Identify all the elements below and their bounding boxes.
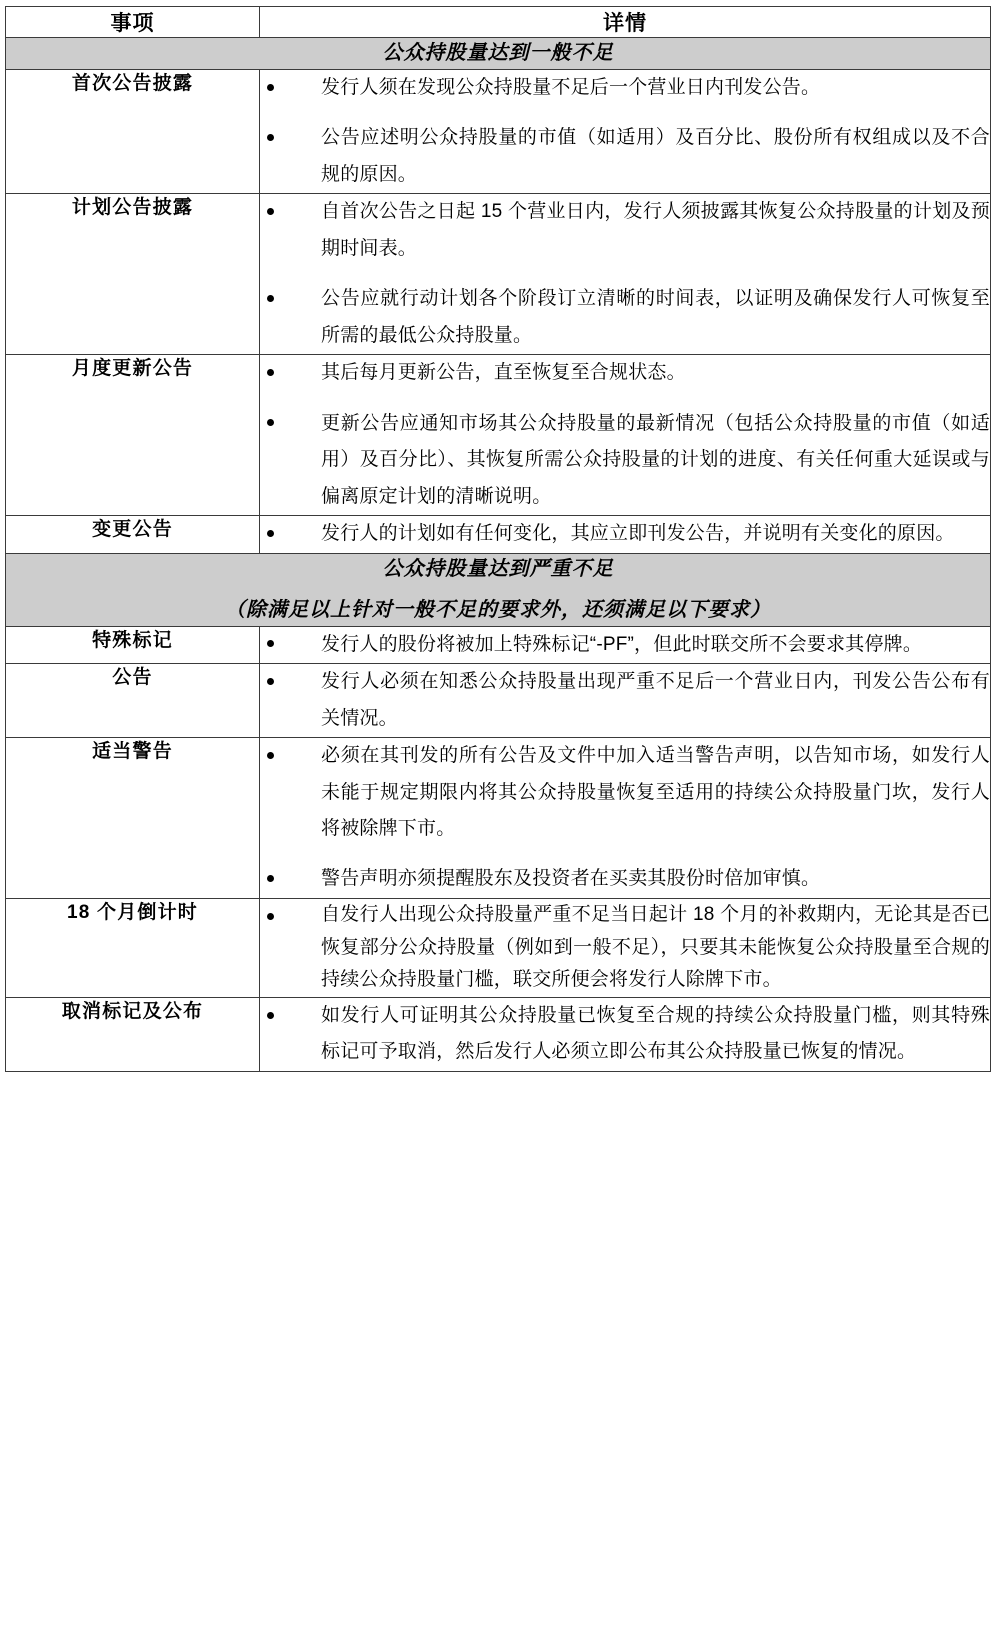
bullet-dot-icon — [267, 208, 274, 215]
detail-bullet-text: 发行人须在发现公众持股量不足后一个营业日内刊发公告。 — [321, 77, 821, 98]
row-detail-cell — [260, 626, 991, 663]
row-detail-cell — [260, 516, 991, 553]
table-row — [6, 738, 991, 899]
bullet-dot-icon — [267, 678, 274, 685]
detail-bullet-item — [260, 738, 990, 847]
detail-bullet-item — [260, 120, 990, 193]
row-item-label: 首次公告披露 — [6, 70, 260, 194]
section-banner-line: 公众持股量达到严重不足 — [382, 557, 614, 580]
detail-bullet-item — [260, 516, 990, 552]
detail-bullet-list — [260, 998, 990, 1071]
table-row — [6, 516, 991, 553]
table-header — [6, 7, 991, 38]
row-detail-cell — [260, 70, 991, 194]
detail-bullet-list — [260, 355, 990, 515]
detail-bullet-text: 公告应就行动计划各个阶段订立清晰的时间表，以证明及确保发行人可恢复至所需的最低公众持股量。 — [321, 288, 990, 346]
detail-bullet-item — [260, 194, 990, 267]
bullet-dot-icon — [267, 530, 274, 537]
section-banner-line: 公众持股量达到一般不足 — [382, 42, 614, 64]
bullet-dot-icon — [267, 369, 274, 376]
table-row — [6, 355, 991, 516]
table-row — [6, 194, 991, 355]
detail-bullet-item — [260, 355, 990, 391]
bullet-dot-icon — [267, 134, 274, 141]
bullet-dot-icon — [267, 1012, 274, 1019]
detail-bullet-item — [260, 70, 990, 106]
detail-bullet-list — [260, 899, 990, 997]
row-detail-cell — [260, 355, 991, 516]
detail-bullet-item — [260, 281, 990, 354]
section-banner — [6, 553, 991, 626]
table-header-row — [6, 7, 991, 38]
row-item-label: 计划公告披露 — [6, 194, 260, 355]
detail-bullet-item — [260, 664, 990, 737]
detail-bullet-text: 公告应述明公众持股量的市值（如适用）及百分比、股份所有权组成以及不合规的原因。 — [321, 127, 990, 185]
detail-bullet-text: 如发行人可证明其公众持股量已恢复至合规的持续公众持股量门槛，则其特殊标记可予取消，然后发行人必须立即公布其公众持股量已恢复的情况。 — [321, 1004, 990, 1063]
detail-bullet-text: 更新公告应通知市场其公众持股量的最新情况（包括公众持股量的市值（如适用）及百分比）、其恢复所需公众持股量的计划的进度、有关任何重大延误或与偏离原定计划的清晰说明。 — [321, 412, 990, 507]
detail-bullet-item — [260, 861, 990, 897]
detail-bullet-text: 自发行人出现公众持股量严重不足当日起计 18 个月的补救期内，无论其是否已恢复部分公众持股量（例如到一般不足），只要其未能恢复公众持股量至合规的持续公众持股量门槛，联交所便会将发行人除牌下市。 — [321, 903, 990, 991]
table-row — [6, 898, 991, 997]
row-item-label: 取消标记及公布 — [6, 997, 260, 1071]
detail-bullet-list — [260, 516, 990, 552]
row-detail-cell — [260, 194, 991, 355]
bullet-dot-icon — [267, 84, 274, 91]
detail-bullet-list — [260, 627, 990, 663]
table-row — [6, 664, 991, 738]
row-item-label: 特殊标记 — [6, 626, 260, 663]
row-detail-cell — [260, 664, 991, 738]
bullet-dot-icon — [267, 640, 274, 647]
detail-bullet-item — [260, 899, 990, 997]
row-item-label: 变更公告 — [6, 516, 260, 553]
bullet-dot-icon — [267, 752, 274, 759]
detail-bullet-list — [260, 664, 990, 737]
section-banner-line: （除满足以上针对一般不足的要求外，还须满足以下要求） — [225, 598, 771, 621]
row-detail-cell — [260, 997, 991, 1071]
table-row — [6, 626, 991, 663]
row-detail-cell — [260, 738, 991, 899]
detail-bullet-text: 发行人必须在知悉公众持股量出现严重不足后一个营业日内，刊发公告公布有关情况。 — [321, 671, 990, 729]
detail-bullet-text: 必须在其刊发的所有公告及文件中加入适当警告声明，以告知市场，如发行人未能于规定期限内将其公众持股量恢复至适用的持续公众持股量门坎，发行人将被除牌下市。 — [321, 745, 990, 839]
table-body — [6, 38, 991, 1072]
detail-bullet-item — [260, 998, 990, 1071]
row-detail-cell — [260, 898, 991, 997]
table-row — [6, 997, 991, 1071]
row-item-label: 月度更新公告 — [6, 355, 260, 516]
row-item-label: 18 个月倒计时 — [6, 898, 260, 997]
row-item-label: 公告 — [6, 664, 260, 738]
detail-bullet-list — [260, 70, 990, 193]
detail-bullet-list — [260, 194, 990, 354]
detail-bullet-list — [260, 738, 990, 898]
detail-bullet-text: 警告声明亦须提醒股东及投资者在买卖其股份时倍加审慎。 — [321, 868, 821, 890]
regulatory-requirements-table — [5, 6, 991, 1072]
section-banner-row — [6, 38, 991, 70]
bullet-dot-icon — [267, 419, 274, 426]
detail-bullet-text: 发行人的股份将被加上特殊标记“-PF”，但此时联交所不会要求其停牌。 — [321, 633, 923, 655]
column-header-detail: 详情 — [260, 7, 991, 38]
detail-bullet-text: 自首次公告之日起 15 个营业日内，发行人须披露其恢复公众持股量的计划及预期时间表。 — [321, 201, 990, 259]
detail-bullet-text: 其后每月更新公告，直至恢复至合规状态。 — [321, 362, 686, 384]
column-header-item: 事项 — [6, 7, 260, 38]
section-banner-row — [6, 553, 991, 626]
table-row — [6, 70, 991, 194]
detail-bullet-text: 发行人的计划如有任何变化，其应立即刊发公告，并说明有关变化的原因。 — [321, 523, 955, 545]
section-banner — [6, 38, 991, 70]
detail-bullet-item — [260, 406, 990, 515]
bullet-dot-icon — [267, 875, 274, 882]
bullet-dot-icon — [267, 913, 274, 920]
row-item-label: 适当警告 — [6, 738, 260, 899]
bullet-dot-icon — [267, 295, 274, 302]
detail-bullet-item — [260, 627, 990, 663]
